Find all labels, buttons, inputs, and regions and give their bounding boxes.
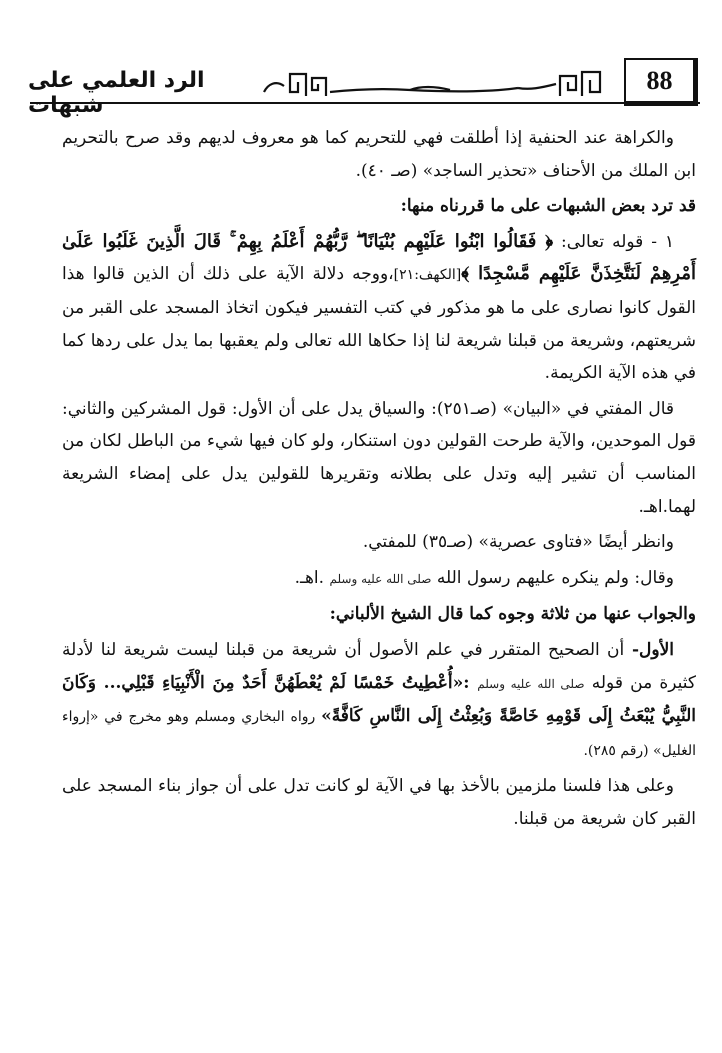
text-run: :«أُعْطِيتُ خَمْسًا لَمْ يُعْطَهُنَّ أَحَدٌ مِنَ الْأَنْبِيَاءِ قَبْلِي... وَكَانَ النَّبِيُّ يُبْعَثُ إِلَى قَوْمِهِ خَاصَّةً وَبُعِثْتُ إِلَى النَّاسِ كَافَّةً» — [62, 672, 697, 727]
text-run: صلى الله عليه وسلم — [329, 571, 432, 586]
paragraph: قد ترد بعض الشبهات على ما قررناه منها: — [400, 196, 696, 217]
text-run: ١ - قوله تعالى: — [553, 231, 674, 252]
text-run: وقال: ولم ينكره عليهم رسول الله — [431, 567, 674, 588]
running-title: الرد العلمي على شبهات — [28, 68, 205, 118]
text-run: ﴿ فَقَالُوا ابْنُوا عَلَيْهِم بُنْيَانًا ۖ رَّبُّهُمْ أَعْلَمُ بِهِمْ ۚ قَالَ الَّذِينَ غَلَبُوا عَلَىٰ أَمْرِهِمْ لَنَتَّخِذَنَّ عَلَيْهِم مَّسْجِدًا ﴾ — [62, 230, 696, 285]
text-run: أن الصحيح المتقرر في علم الأصول أن شريعة من قبلنا ليست شريعة لنا لأدلة كثيرة من قوله — [62, 639, 697, 693]
paragraph: وانظر أيضًا «فتاوى عصرية» (صـ٣٥) للمفتي. — [362, 532, 674, 553]
text-run: صلى الله عليه وسلم — [477, 676, 585, 691]
header-rule — [30, 102, 700, 104]
text-run: [الكهف:٢١] — [393, 267, 462, 284]
paragraph — [62, 634, 696, 767]
paragraph: والجواب عنها من ثلاثة وجوه كما قال الشيخ الألباني: — [329, 604, 696, 625]
paragraph: قال المفتي في «البيان» (صـ٢٥١): والسياق يدل على أن الأول: قول المشركين والثاني: قول الموحدين، والآية طرحت القولين دون استنكار، ولو كان فيها شيء من الباطل لكان من المناسب أن تشير إليه وتدل على بطلانه وتقريرها للقولين يدل على إمضاء الشريعة لهما.اهـ. — [62, 398, 696, 517]
text-run: الأول- — [624, 639, 674, 660]
paragraph: والكراهة عند الحنفية إذا أطلقت فهي للتحريم كما هو معروف لديهم وقد صرح بالتحريم ابن الملك من الأحناف «تحذير الساجد» (صـ ٤٠). — [62, 128, 696, 181]
text-run: .اهـ. — [294, 567, 330, 588]
paragraph — [62, 226, 696, 390]
paragraph: وعلى هذا فلسنا ملزمين بالأخذ بها في الآية لو كانت تدل على أن جواز بناء المسجد على القبر كان شريعة من قبلنا. — [62, 776, 696, 829]
page-header — [20, 58, 710, 118]
header-ornament — [260, 66, 620, 102]
text-run: ،ووجه دلالة الآية على ذلك أن الذين قالوا هذا القول كانوا نصارى على ما هو مذكور في كتب التفسير فيكون اتخاذ المسجد على القبر من شريعتهم، وشريعة من قبلنا شريعة لنا إذا حكاها الله تعالى ولم يعقبها بما يدل على ردها كما في هذه الآية الكريمة. — [62, 264, 696, 384]
paragraph — [62, 562, 696, 596]
body-text — [62, 122, 696, 838]
page-number: 88 — [624, 58, 698, 106]
text-run: رواه البخاري ومسلم وهو مخرج في «إرواء الغليل» (رقم ٢٨٥). — [62, 709, 696, 759]
